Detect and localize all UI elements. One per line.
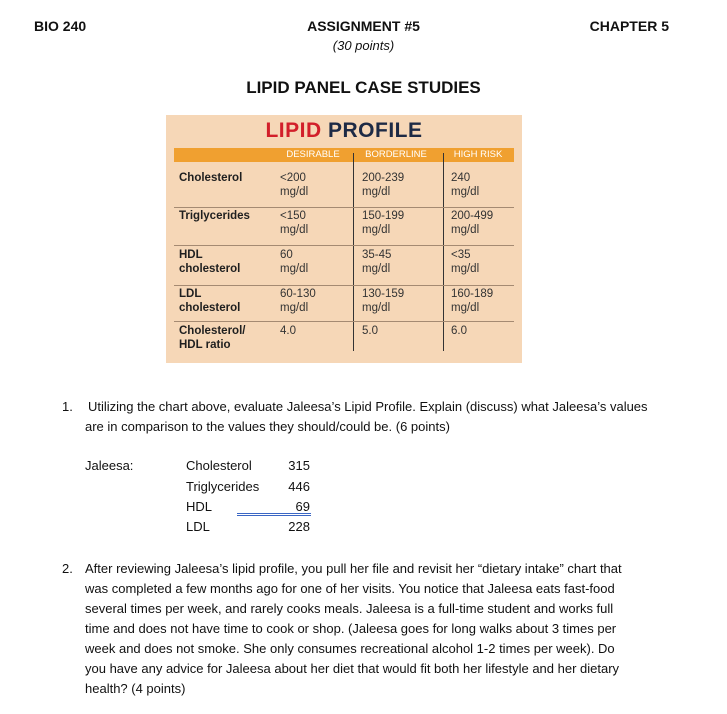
cell-borderline [362,287,404,315]
question-1-line-1: Utilizing the chart above, evaluate Jaleesa’s Lipid Profile. Explain (discuss) what Jaleesa’s values [88,399,648,414]
column-borderline: BORDERLINE [365,149,427,160]
row-divider [174,285,514,286]
cell-unit: mg/dl [280,263,309,275]
row-label-line: HDL [179,249,203,261]
cell-value: 200-499 [451,210,494,222]
hdl-double-underline [237,513,311,516]
question-2-line-5: week and does not smoke. She only consumes recreational alcohol 1-2 times per week). Do [85,641,615,656]
column-high-risk: HIGH RISK [453,149,503,160]
cell-high-risk [451,248,479,276]
cell-desirable [280,248,308,276]
row-label-triglycerides [179,209,250,223]
cell-borderline: 5.0 [362,325,378,337]
cell-value: <35 [451,249,471,261]
cell-borderline [362,209,404,237]
lab-name-cholesterol: Cholesterol [186,458,252,473]
cell-borderline [362,171,404,199]
lipid-profile-title-profile: PROFILE [328,119,423,142]
points-label: (30 points) [332,38,395,53]
lipid-profile-image [166,115,522,363]
lipid-profile-title [166,119,522,143]
question-1-number: 1. [62,399,73,414]
cell-unit: mg/dl [280,186,309,198]
cell-value: 160-189 [451,288,494,300]
course-code: BIO 240 [34,18,87,34]
question-1-line-2: are in comparison to the values they should/could be. (6 points) [85,419,450,434]
cell-desirable [280,287,316,315]
row-divider [174,245,514,246]
cell-value: 130-159 [362,288,405,300]
row-label-ratio [179,324,245,352]
row-label-line: cholesterol [179,263,241,275]
cell-high-risk [451,287,493,315]
row-label-line: cholesterol [179,302,241,314]
question-2-line-7: health? (4 points) [85,681,186,696]
page-title: LIPID PANEL CASE STUDIES [246,78,481,97]
lab-value-cholesterol: 315 [288,458,310,473]
patient-name: Jaleesa: [85,458,134,473]
cell-desirable [280,209,308,237]
cell-value: 150-199 [362,210,405,222]
row-label-line: Cholesterol [179,172,243,184]
question-2-line-6: you have any advice for Jaleesa about her diet that would fit both her lifestyle and her dietary [85,661,620,676]
cell-unit: mg/dl [362,224,391,236]
question-2-line-2: was completed a few months ago for one of her visits. You notice that Jaleesa eats fast-food [85,581,615,596]
cell-value: 240 [451,172,471,184]
row-label-line: HDL ratio [179,339,231,351]
lab-name-ldl: LDL [186,519,210,534]
cell-value: <200 [280,172,306,184]
cell-high-risk [451,209,493,237]
cell-unit: mg/dl [451,263,480,275]
lab-value-triglycerides: 446 [288,479,310,494]
row-label-line: Cholesterol/ [179,325,246,337]
chapter-label: CHAPTER 5 [589,18,669,34]
lab-name-triglycerides: Triglycerides [186,479,260,494]
cell-unit: mg/dl [451,302,480,314]
cell-value: 35-45 [362,249,392,261]
cell-unit: mg/dl [362,186,391,198]
column-desirable: DESIRABLE [286,149,340,160]
row-label-ldl [179,287,240,315]
question-2-line-1: After reviewing Jaleesa’s lipid profile, you pull her file and revisit her “dietary intake” chart that [85,561,622,576]
cell-value: 60 [280,249,293,261]
question-2-line-4: time and does not have time to cook or shop. (Jaleesa goes for long walks about 3 times per [85,621,617,636]
cell-unit: mg/dl [280,302,309,314]
cell-borderline [362,248,391,276]
cell-unit: mg/dl [451,186,480,198]
cell-high-risk: 6.0 [451,325,467,337]
cell-unit: mg/dl [362,263,391,275]
cell-desirable: 4.0 [280,325,296,337]
cell-value: 60-130 [280,288,316,300]
cell-desirable [280,171,308,199]
cell-unit: mg/dl [280,224,309,236]
row-label-cholesterol [179,171,242,185]
cell-value: <150 [280,210,306,222]
cell-unit: mg/dl [362,302,391,314]
row-divider [174,207,514,208]
question-2-number: 2. [62,561,73,576]
row-label-line: Triglycerides [179,210,250,222]
cell-value: 200-239 [362,172,405,184]
row-label-hdl [179,248,240,276]
cell-unit: mg/dl [451,224,480,236]
lab-value-ldl: 228 [288,519,310,534]
lipid-profile-title-lipid: LIPID [265,119,322,142]
lab-name-hdl: HDL [186,499,213,514]
row-divider [174,321,514,322]
assignment-title: ASSIGNMENT #5 [307,18,420,34]
question-2-line-3: several times per week, and rarely cooks meals. Jaleesa is a full-time student and works full [85,601,614,616]
row-label-line: LDL [179,288,202,300]
lab-value-hdl: 69 [295,499,310,514]
cell-high-risk [451,171,479,199]
